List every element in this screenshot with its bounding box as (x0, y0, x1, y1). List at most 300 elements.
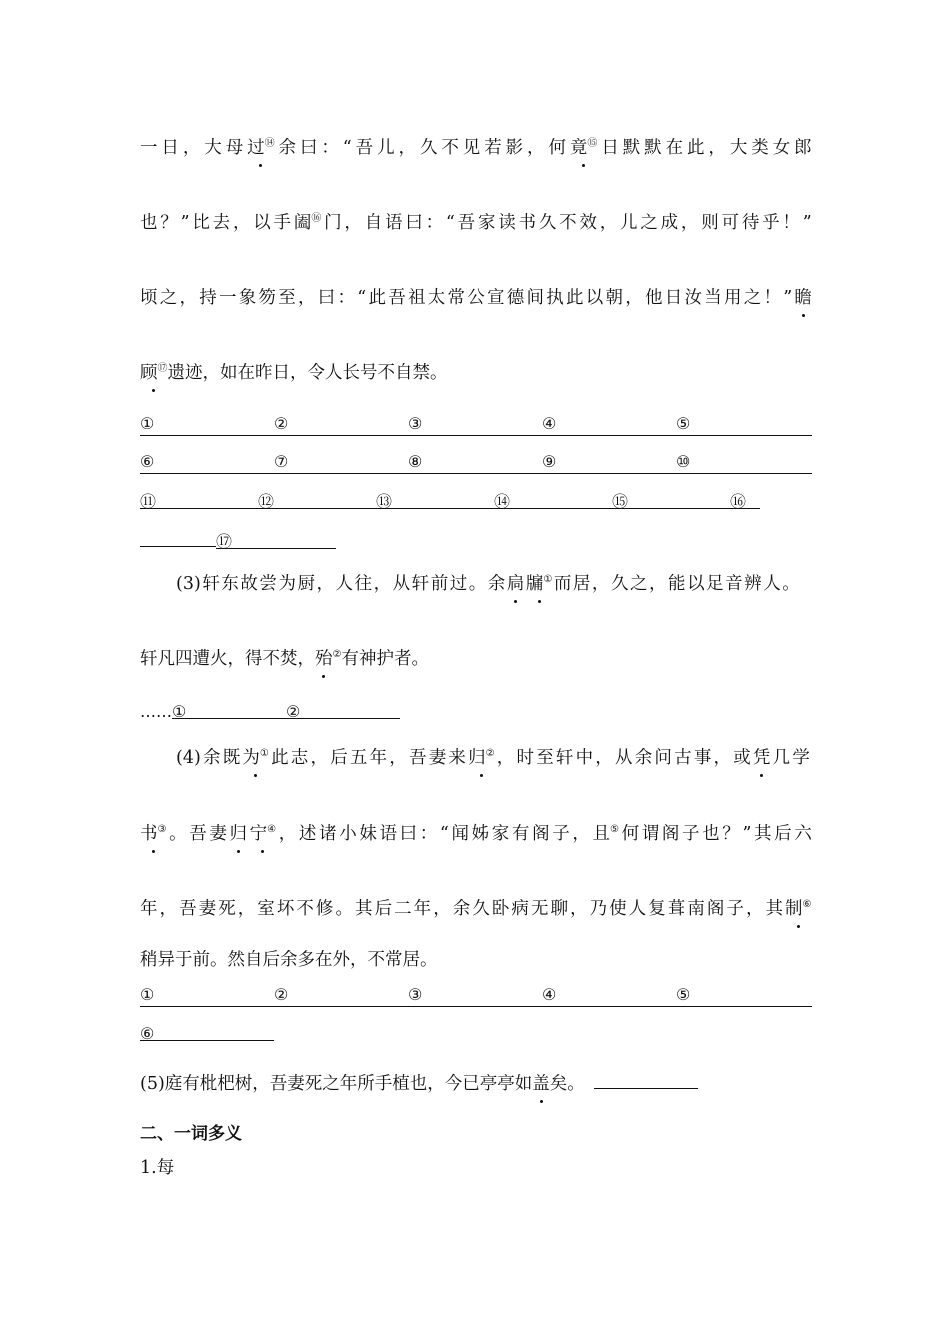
char: 南 (687, 899, 705, 919)
char: 吾 (409, 748, 427, 768)
blank-label: ⑮ (612, 490, 730, 509)
char: 语 (385, 213, 403, 233)
char: 不 (441, 138, 459, 158)
char: 学 (792, 748, 810, 768)
char: “ (357, 288, 367, 308)
char: 之 (629, 574, 648, 594)
char: 禁 (412, 363, 430, 383)
dotted-char: 扃 (506, 574, 525, 594)
para2-line1 (140, 136, 812, 160)
blank-label: ⑥ (140, 1022, 274, 1041)
char: 后 (374, 899, 393, 919)
char: ！ (782, 213, 800, 233)
char: 手 (273, 213, 292, 233)
char: 妻 (428, 748, 447, 768)
char: 使 (609, 899, 627, 919)
char: ， (625, 288, 643, 308)
char: ？ (722, 824, 740, 844)
blank-label: ④ (542, 985, 557, 1004)
char: 人 (325, 363, 343, 383)
char: ， (202, 363, 220, 383)
para5-end: 矣。 (549, 1074, 585, 1094)
blank-label: ⑧ (408, 452, 423, 471)
para3-blanks (140, 700, 812, 724)
char: 类 (751, 138, 769, 158)
char: 姊 (471, 824, 490, 844)
char: ， (298, 288, 316, 308)
dotted-char: 竟⑮ (569, 138, 598, 158)
blank-label: ⑯ (730, 490, 760, 509)
char: 闻 (451, 824, 469, 844)
blank-label: ⑨ (542, 452, 557, 471)
char: ， (237, 899, 256, 919)
char: ： (321, 138, 339, 158)
char: 大 (729, 138, 748, 158)
char: 东 (221, 574, 239, 594)
blank-label: ⑭ (494, 490, 612, 509)
char: 一 (219, 288, 237, 308)
char: 语 (379, 824, 397, 844)
char: 宣 (486, 288, 505, 308)
blank-label: ⑤ (676, 985, 691, 1004)
dotted-char: 归② (468, 748, 495, 768)
char: ， (496, 748, 515, 768)
char: 妻 (198, 899, 217, 919)
char: 久 (419, 138, 438, 158)
char: “ (439, 824, 449, 844)
char: 可 (721, 213, 740, 233)
char: 有 (511, 824, 530, 844)
char: 家 (477, 213, 496, 233)
char: 子 (552, 824, 570, 844)
char: ： (425, 213, 444, 233)
char: ” (180, 213, 190, 233)
blank-label: ④ (542, 414, 557, 433)
blank-label: ⑰ (216, 530, 336, 549)
para2-blanks-row4 (140, 528, 812, 554)
para2-blanks-row2 (140, 451, 812, 474)
char: 吾 (355, 138, 374, 158)
char: 自 (395, 363, 413, 383)
char: 比 (192, 213, 210, 233)
char: 之 (743, 288, 762, 308)
char: ” (742, 824, 752, 844)
char: 之 (159, 288, 178, 308)
para4-line3 (140, 897, 812, 921)
char: 余 (278, 138, 297, 158)
char: 此 (368, 288, 386, 308)
char: ， (179, 288, 197, 308)
char: 持 (199, 288, 217, 308)
dotted-char: 瞻 (794, 288, 812, 308)
note-marker: ⑰ (157, 363, 168, 374)
char: 至 (278, 288, 296, 308)
char: “ (445, 213, 455, 233)
char: 乎 (762, 213, 780, 233)
char: 书 (518, 213, 537, 233)
char: 郎 (794, 138, 812, 158)
char: 余 (452, 899, 471, 919)
char: ， (389, 748, 407, 768)
blank-label: ⑤ (676, 414, 691, 433)
char: ， (310, 748, 328, 768)
char: 一 (140, 138, 158, 158)
char: 且⑤ (592, 824, 619, 844)
char: 遗 (167, 363, 185, 383)
char: (4) (176, 748, 201, 768)
char: ， (591, 574, 610, 594)
char: ， (595, 748, 613, 768)
char: 之 (640, 213, 658, 233)
char: 。 (468, 574, 487, 594)
char: 笏 (258, 288, 276, 308)
char: 公 (467, 288, 485, 308)
char: 号 (360, 363, 378, 383)
char: 古 (674, 748, 692, 768)
char: 轩 (411, 574, 430, 594)
char: 用 (723, 288, 742, 308)
char: 曰 (299, 138, 318, 158)
char: 。 (335, 899, 353, 919)
char: 日 (664, 288, 683, 308)
para4-line1 (176, 746, 810, 770)
dotted-char: 过⑭ (247, 138, 275, 158)
para2-blanks-row3 (140, 490, 812, 514)
char: 大 (204, 138, 222, 158)
char: 。 (782, 574, 800, 594)
char: 其 (765, 899, 783, 919)
char: 昨 (255, 363, 273, 383)
char: ， (290, 363, 308, 383)
char: 病 (511, 899, 529, 919)
note-marker: ③ (157, 824, 167, 835)
char: ， (745, 899, 764, 919)
char: 后 (330, 748, 348, 768)
char: 死 (218, 899, 236, 919)
char: 如 (220, 363, 238, 383)
note-marker: ⑭ (264, 138, 275, 149)
dotted-char: 牖① (525, 574, 553, 594)
char: 效 (579, 213, 597, 233)
char: 妹 (359, 824, 377, 844)
char: 女 (772, 138, 791, 158)
blank-label: ② (274, 985, 289, 1004)
char: 默 (644, 138, 662, 158)
char: 曰 (317, 288, 336, 308)
blank-label: ⑩ (676, 452, 691, 471)
note-marker: ⑮ (587, 138, 598, 149)
char: 或 (733, 748, 751, 768)
char: 去 (212, 213, 231, 233)
char: 此 (687, 138, 705, 158)
char: 默 (622, 138, 641, 158)
char: 顷 (140, 288, 158, 308)
char: 问 (654, 748, 672, 768)
char: 何 (548, 138, 566, 158)
char: 复 (648, 899, 666, 919)
char: 读 (498, 213, 516, 233)
char: 阁 (706, 899, 725, 919)
char: 久 (538, 213, 557, 233)
char: ！ (763, 288, 781, 308)
char: 不 (559, 213, 577, 233)
char: 在 (237, 363, 255, 383)
char: 居 (572, 574, 591, 594)
char: 也 (140, 213, 158, 233)
char: 长 (342, 363, 360, 383)
note-marker: ① (259, 748, 269, 759)
char: 吾 (189, 824, 207, 844)
char: 成 (660, 213, 679, 233)
char: 诸 (319, 824, 337, 844)
char: 年 (140, 899, 158, 919)
char: 阖⑯ (293, 213, 322, 233)
char: ， (344, 213, 362, 233)
char: 葺 (667, 899, 686, 919)
char: 迹 (185, 363, 203, 383)
para4-blanks-row2 (140, 1022, 812, 1046)
char: 久 (472, 899, 490, 919)
char: ， (232, 213, 251, 233)
char: 人 (335, 574, 354, 594)
char: 儿 (620, 213, 638, 233)
char: 执 (546, 288, 564, 308)
para3-line2-end: 有神护者。 (341, 649, 429, 669)
char: 则 (701, 213, 719, 233)
char: 述 (298, 824, 317, 844)
char: 年 (413, 899, 432, 919)
char: 在 (665, 138, 684, 158)
char: 德 (506, 288, 525, 308)
para2-line3 (140, 286, 812, 310)
char: 五 (349, 748, 368, 768)
char: 曰 (405, 213, 423, 233)
dotted-char: 书③ (140, 824, 167, 844)
char: 祖 (407, 288, 426, 308)
char: 不 (296, 899, 314, 919)
para2-blanks-row1 (140, 413, 812, 436)
char: 门 (324, 213, 342, 233)
dotted-char: 归 (229, 824, 248, 844)
char: 以 (585, 288, 604, 308)
char: ， (599, 213, 618, 233)
char: 当 (704, 288, 722, 308)
char: 见 (462, 138, 481, 158)
para3-line2-dotted: 殆 (315, 649, 333, 669)
dotted-char: 宁④ (249, 824, 277, 844)
dotted-char: 制⑥ (785, 899, 812, 919)
char: 若 (484, 138, 502, 158)
para2-line2 (140, 211, 812, 235)
para5-blank (594, 1070, 698, 1089)
char: 阁 (532, 824, 550, 844)
blank-label: ① (172, 700, 286, 719)
char: 太 (427, 288, 446, 308)
para4-line2 (140, 822, 812, 846)
char: ？ (160, 213, 178, 233)
blank-label: ① (140, 414, 155, 433)
char: 从 (392, 574, 411, 594)
para4-blanks-row1 (140, 984, 812, 1007)
char: 卧 (491, 899, 510, 919)
para2-line4 (140, 361, 812, 385)
note-marker: ④ (267, 824, 277, 835)
char: 年 (369, 748, 388, 768)
char: 志 (290, 748, 309, 768)
para3-line2-text: 轩凡四遭火，得不焚， (140, 649, 315, 669)
section-heading: 二、一词多义 (140, 1124, 242, 1144)
char: 轩 (202, 574, 220, 594)
para5-line (140, 1070, 812, 1096)
char: ， (278, 824, 297, 844)
char: 室 (257, 899, 275, 919)
para3-line2 (140, 647, 812, 671)
char: 前 (430, 574, 449, 594)
char: ， (572, 824, 590, 844)
char: 以 (687, 574, 705, 594)
char: ， (708, 138, 726, 158)
char: 厨 (297, 574, 315, 594)
char: 何 (621, 824, 640, 844)
para3-line2-note: ② (332, 649, 342, 660)
blank-label: ② (286, 700, 400, 719)
char: 几 (772, 748, 791, 768)
blanks-prefix: …… (140, 702, 172, 721)
char: 坏 (276, 899, 295, 919)
char: 间 (526, 288, 544, 308)
char: 象 (238, 288, 257, 308)
note-marker: ⑥ (802, 899, 812, 910)
blank-label: ⑫ (258, 490, 376, 509)
char: 令 (307, 363, 325, 383)
char: 无 (530, 899, 549, 919)
blank-label: ⑥ (140, 452, 155, 471)
char: 乃 (589, 899, 608, 919)
char: ， (373, 574, 392, 594)
char: 中 (575, 748, 594, 768)
para4-line4: 稍异于前。然自后余多在外，不常居。 (140, 950, 438, 970)
char: ” (783, 288, 793, 308)
para5-text: (5)庭有枇杷树，吾妻死之年所手植也，今已亭亭如 (140, 1074, 533, 1094)
char: 子 (726, 899, 744, 919)
char: 人 (763, 574, 781, 594)
char: 余 (487, 574, 506, 594)
char: 曰 (399, 824, 418, 844)
char: 二 (394, 899, 412, 919)
char: ， (713, 748, 732, 768)
char: 吾 (179, 899, 197, 919)
char: 吾 (388, 288, 406, 308)
char: 家 (491, 824, 510, 844)
list-item-1: 1.每 (140, 1158, 175, 1178)
char: 为 (278, 574, 296, 594)
char: 时 (516, 748, 534, 768)
char: 六 (794, 824, 812, 844)
char: 能 (668, 574, 686, 594)
char: 故 (240, 574, 258, 594)
char: 此 (565, 288, 584, 308)
char: 自 (364, 213, 383, 233)
blank-label: ⑦ (274, 452, 289, 471)
blank-label: ⑬ (376, 490, 494, 509)
char: ： (419, 824, 438, 844)
char: ” (802, 213, 812, 233)
char: 往 (354, 574, 373, 594)
char: 子 (682, 824, 700, 844)
char: 待 (741, 213, 760, 233)
note-marker: ② (485, 748, 495, 759)
char: ， (182, 138, 201, 158)
char: 从 (615, 748, 633, 768)
char: 足 (706, 574, 724, 594)
char: 谓 (641, 824, 660, 844)
char: ： (337, 288, 355, 308)
char: 日 (601, 138, 619, 158)
char: 也 (702, 824, 720, 844)
char: ， (527, 138, 545, 158)
char: 以 (253, 213, 271, 233)
char: 轩 (555, 748, 574, 768)
char: 不 (377, 363, 395, 383)
char: 余 (203, 748, 221, 768)
note-marker: ① (543, 574, 553, 585)
char: 人 (628, 899, 647, 919)
char: ， (398, 138, 417, 158)
char: ， (649, 574, 667, 594)
para5-dotted: 盖 (532, 1074, 550, 1094)
char: 日 (272, 363, 290, 383)
char: ， (570, 899, 588, 919)
char: (3) (176, 574, 201, 594)
blank-label: ⑪ (140, 490, 258, 509)
char: 日 (161, 138, 179, 158)
char: 母 (225, 138, 244, 158)
char: 常 (447, 288, 465, 308)
dotted-char: 为① (242, 748, 269, 768)
char: ， (433, 899, 451, 919)
char: 。 (169, 824, 187, 844)
char: ， (316, 574, 335, 594)
char: 吾 (457, 213, 476, 233)
char: 后 (774, 824, 792, 844)
dotted-char: 顾⑰ (140, 363, 168, 383)
char: 至 (536, 748, 554, 768)
char: 。 (430, 363, 448, 383)
char: 音 (725, 574, 743, 594)
char: 来 (448, 748, 466, 768)
char: 汝 (684, 288, 702, 308)
char: ， (680, 213, 699, 233)
char: 妻 (209, 824, 227, 844)
note-marker: ⑯ (311, 213, 322, 224)
char: 儿 (377, 138, 395, 158)
char: 其 (754, 824, 772, 844)
char: 辨 (744, 574, 762, 594)
note-marker: ⑤ (609, 824, 619, 835)
char: 而 (553, 574, 572, 594)
char: 影 (505, 138, 524, 158)
char: “ (342, 138, 352, 158)
char: 事 (693, 748, 712, 768)
blank-label: ③ (408, 414, 423, 433)
char: 聊 (550, 899, 568, 919)
char: 他 (644, 288, 663, 308)
char: 其 (355, 899, 373, 919)
para3-line1 (176, 572, 800, 596)
blank-label: ③ (408, 985, 423, 1004)
char: 此 (271, 748, 289, 768)
char: 朝 (605, 288, 623, 308)
